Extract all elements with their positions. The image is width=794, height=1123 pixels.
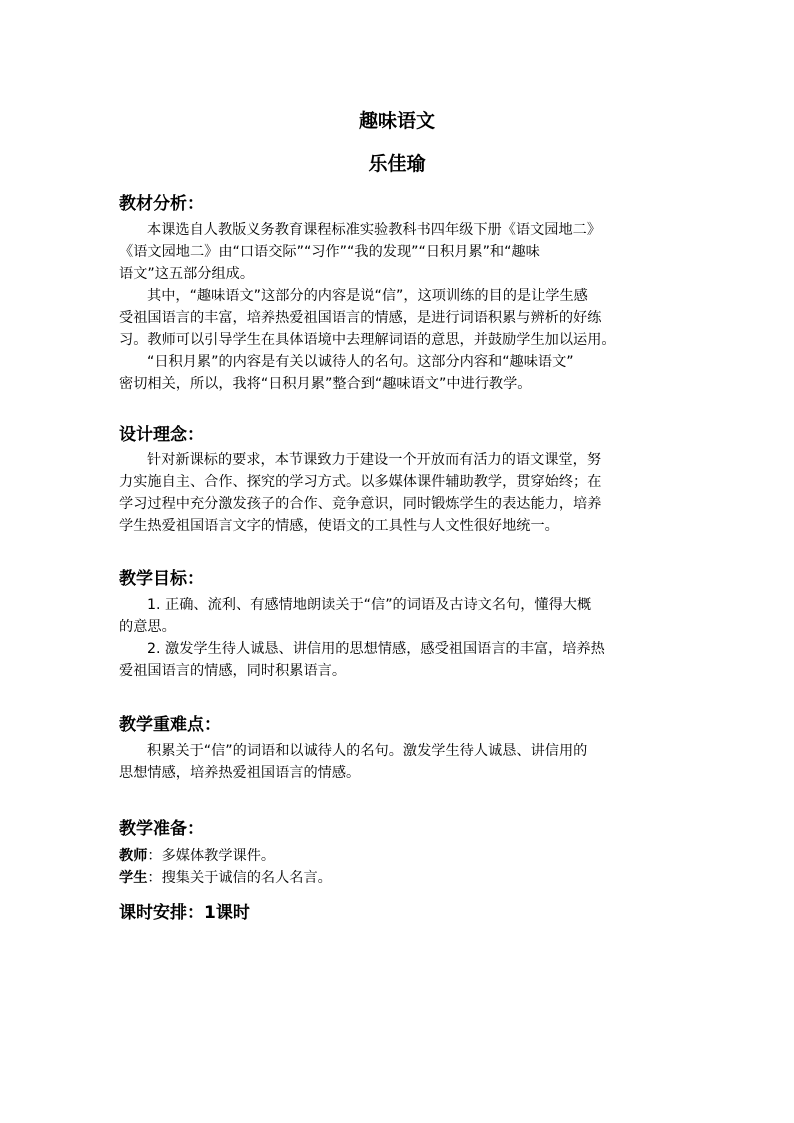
- text-line: 爱祖国语言的情感，同时积累语言。: [119, 663, 347, 679]
- concept-body: [119, 449, 679, 537]
- text-line: 力实施自主、合作、探究的学习方式。以多媒体课件辅助教学，贯穿始终；在: [119, 474, 602, 490]
- text-line: 学生热爱祖国语言文字的情感，使语文的工具性与人文性很好地统一。: [119, 518, 559, 534]
- text-line: 学习过程中充分激发孩子的合作、竞争意识，同时锻炼学生的表达能力，培养: [119, 496, 602, 512]
- text-line: 思想情感，培养热爱祖国语言的情感。: [119, 765, 361, 781]
- prep-teacher-text: ：多媒体教学课件。: [147, 848, 276, 864]
- keypoints-body: [119, 740, 679, 784]
- text-line: 受祖国语言的丰富，培养热爱祖国语言的情感，是进行词语积累与辨析的好练: [119, 310, 602, 326]
- text-line: 2. 激发学生待人诚恳、讲信用的思想情感，感受祖国语言的丰富，培养热: [147, 641, 605, 657]
- text-line: “日积月累”的内容是有关以诚待人的名句。这部分内容和“趣味语文”: [147, 354, 574, 370]
- document-author: 乐佳瑜: [368, 153, 426, 175]
- text-line: 本课选自人教版义务教育课程标准实验教科书四年级下册《语文园地二》: [147, 222, 602, 238]
- text-line: 1. 正确、流利、有感情地朗读关于“信”的词语及古诗文名句，懂得大概: [147, 597, 592, 613]
- section-heading-prep: 教学准备：: [119, 819, 204, 839]
- section-heading-goals: 教学目标：: [119, 569, 204, 589]
- text-line: 的意思。: [119, 619, 176, 635]
- prep-teacher-label: 教师: [119, 848, 148, 864]
- schedule-line: 课时安排：1课时: [119, 903, 250, 923]
- prep-teacher-line: [119, 845, 679, 867]
- section-heading-analysis: 教材分析：: [119, 194, 204, 214]
- prep-body: [119, 845, 679, 889]
- prep-student-label: 学生: [119, 870, 148, 886]
- text-line: 积累关于“信”的词语和以诚待人的名句。激发学生待人诚恳、讲信用的: [147, 743, 588, 759]
- text-line: 习。教师可以引导学生在具体语境中去理解词语的意思，并鼓励学生加以运用。: [119, 332, 616, 348]
- text-line: 针对新课标的要求，本节课致力于建设一个开放而有活力的语文课堂，努: [147, 452, 602, 468]
- text-line: 其中，“趣味语文”这部分的内容是说“信”，这项训练的目的是让学生感: [147, 288, 588, 304]
- analysis-body: [119, 219, 679, 395]
- text-line: 语文”这五部分组成。: [119, 266, 255, 282]
- prep-student-line: [119, 867, 679, 889]
- text-line: 密切相关，所以，我将“日积月累”整合到“趣味语文”中进行教学。: [119, 376, 532, 392]
- section-heading-keypoints: 教学重难点：: [119, 715, 221, 735]
- goals-body: [119, 594, 679, 682]
- document-title: 趣味语文: [358, 110, 435, 132]
- text-line: 《语文园地二》由“口语交际”“习作”“我的发现”“日积月累”和“趣味: [119, 244, 540, 260]
- prep-student-text: ：搜集关于诚信的名人名言。: [147, 870, 332, 886]
- section-heading-concept: 设计理念：: [119, 425, 204, 445]
